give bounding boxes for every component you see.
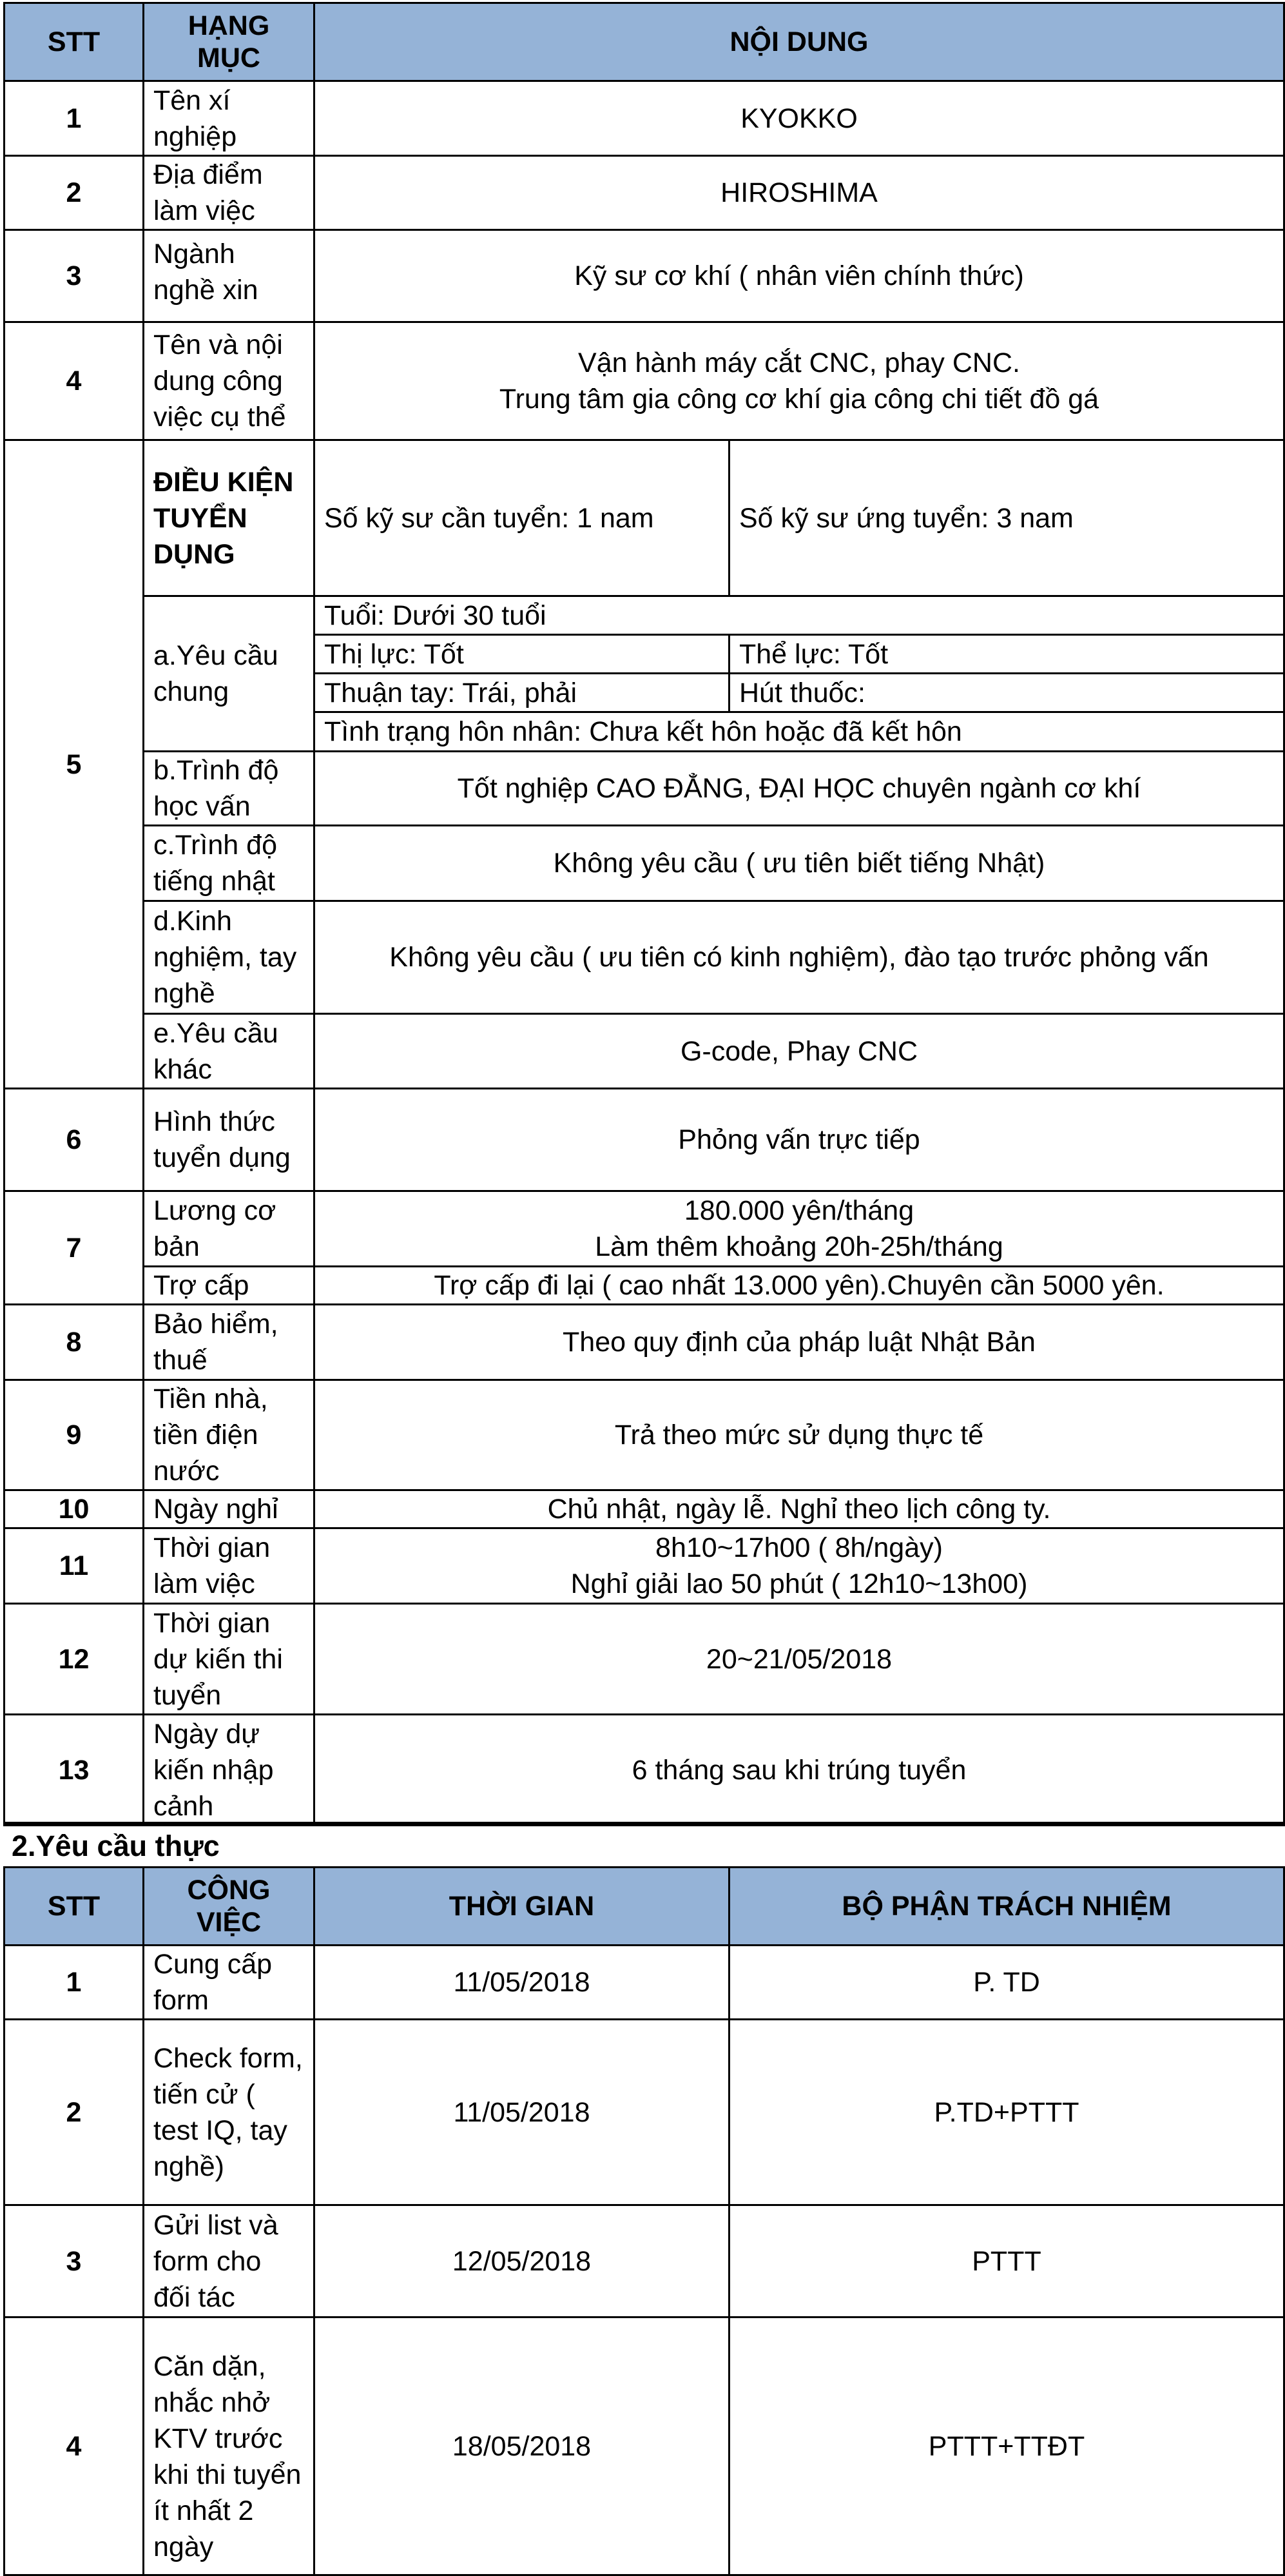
- row-label: Ngành nghề xin: [144, 230, 314, 322]
- row-label: Bảo hiểm, thuế: [144, 1305, 314, 1380]
- recruitment-conditions-label: ĐIỀU KIỆN TUYỂN DỤNG: [144, 440, 314, 596]
- smoking-requirement: Hút thuốc:: [729, 674, 1284, 712]
- row-number: 1: [5, 81, 144, 156]
- overtime-line: Làm thêm khoảng 20h-25h/tháng: [595, 1231, 1003, 1262]
- row-number: 12: [5, 1604, 144, 1715]
- visa-occupation: Kỹ sư cơ khí ( nhân viên chính thức): [314, 230, 1284, 322]
- row-number: 10: [5, 1490, 144, 1528]
- row-number: 8: [5, 1305, 144, 1380]
- table-row: [5, 156, 1284, 230]
- task: Check form, tiến cử ( test IQ, tay nghề): [144, 2020, 314, 2205]
- row-number: 5: [5, 440, 144, 1089]
- task: Căn dặn, nhắc nhở KTV trước khi thi tuyển ít nhất 2 ngày: [144, 2317, 314, 2575]
- table-row: [5, 2020, 1284, 2205]
- break-time-line: Nghỉ giải lao 50 phút ( 12h10~13h00): [570, 1568, 1028, 1599]
- section-title: 2.Yêu cầu thực: [12, 1830, 220, 1862]
- row-number: 3: [5, 2205, 144, 2317]
- row-label: Thời gian làm việc: [144, 1528, 314, 1604]
- handedness-requirement: Thuận tay: Trái, phải: [314, 674, 729, 712]
- allowance-label: Trợ cấp: [144, 1267, 314, 1305]
- row-number: 4: [5, 2317, 144, 2575]
- table-row: [5, 752, 1284, 826]
- job-description: [314, 322, 1284, 440]
- row-number: 2: [5, 2020, 144, 2205]
- task: Gửi list và form cho đối tác: [144, 2205, 314, 2317]
- task-date: 11/05/2018: [314, 1946, 729, 2020]
- table-row: [5, 322, 1284, 440]
- marital-status-requirement: Tình trạng hôn nhân: Chưa kết hôn hoặc đã kết hôn: [314, 712, 1284, 752]
- recruitment-info-table: [3, 2, 1285, 1826]
- base-salary-line: 180.000 yên/tháng: [684, 1195, 914, 1226]
- other-requirements-label: e.Yêu cầu khác: [144, 1014, 314, 1089]
- table-row: [5, 230, 1284, 322]
- experience-label: d.Kinh nghiệm, tay nghề: [144, 901, 314, 1014]
- schedule-table: [3, 1866, 1285, 2576]
- header-stt: STT: [5, 1868, 144, 1946]
- base-salary: [314, 1191, 1284, 1267]
- header-hang-muc: HẠNG MỤC: [144, 3, 314, 81]
- responsible-dept: P.TD+PTTT: [729, 2020, 1284, 2205]
- table-row: [5, 1604, 1284, 1715]
- insurance-tax: Theo quy định của pháp luật Nhật Bản: [314, 1305, 1284, 1380]
- row-number: 1: [5, 1946, 144, 2020]
- working-hours-line: 8h10~17h00 ( 8h/ngày): [655, 1532, 943, 1563]
- header-thoi-gian: THỜI GIAN: [314, 1868, 729, 1946]
- exam-date: 20~21/05/2018: [314, 1604, 1284, 1715]
- table-row: [5, 596, 1284, 635]
- table-row: [5, 1191, 1284, 1267]
- entry-date: 6 tháng sau khi trúng tuyển: [314, 1715, 1284, 1826]
- experience-requirement: Không yêu cầu ( ưu tiên có kinh nghiệm), đào tạo trước phỏng vấn: [314, 901, 1284, 1014]
- table-row: [5, 1305, 1284, 1380]
- education-requirement: Tốt nghiệp CAO ĐẲNG, ĐẠI HỌC chuyên ngành cơ khí: [314, 752, 1284, 826]
- responsible-dept: P. TD: [729, 1946, 1284, 2020]
- general-requirements-label: a.Yêu cầu chung: [144, 596, 314, 752]
- japanese-level-label: c.Trình độ tiếng nhật: [144, 826, 314, 901]
- row-label: Địa điểm làm việc: [144, 156, 314, 230]
- japanese-level-requirement: Không yêu cầu ( ưu tiên biết tiếng Nhật): [314, 826, 1284, 901]
- header-stt: STT: [5, 3, 144, 81]
- engineers-applying: Số kỹ sư ứng tuyển: 3 nam: [729, 440, 1284, 596]
- days-off: Chủ nhật, ngày lễ. Nghỉ theo lịch công ty.: [314, 1490, 1284, 1528]
- allowance: Trợ cấp đi lại ( cao nhất 13.000 yên).Chuyên cần 5000 yên.: [314, 1267, 1284, 1305]
- work-location: HIROSHIMA: [314, 156, 1284, 230]
- table-row: [5, 1528, 1284, 1604]
- education-label: b.Trình độ học vấn: [144, 752, 314, 826]
- table-header-row: [5, 1868, 1284, 1946]
- physical-requirement: Thể lực: Tốt: [729, 635, 1284, 674]
- row-number: 3: [5, 230, 144, 322]
- header-noi-dung: NỘI DUNG: [314, 3, 1284, 81]
- table-row: [5, 2317, 1284, 2575]
- row-number: 13: [5, 1715, 144, 1826]
- row-label: Ngày dự kiến nhập cảnh: [144, 1715, 314, 1826]
- table-row: [5, 1267, 1284, 1305]
- row-number: 11: [5, 1528, 144, 1604]
- responsible-dept: PTTT: [729, 2205, 1284, 2317]
- job-description-line: Vận hành máy cắt CNC, phay CNC.: [578, 347, 1020, 378]
- row-label: Ngày nghỉ: [144, 1490, 314, 1528]
- header-cong-viec: CÔNG VIỆC: [144, 1868, 314, 1946]
- table-row: [5, 826, 1284, 901]
- recruitment-method: Phỏng vấn trực tiếp: [314, 1089, 1284, 1191]
- task-date: 12/05/2018: [314, 2205, 729, 2317]
- row-number: 2: [5, 156, 144, 230]
- task-date: 11/05/2018: [314, 2020, 729, 2205]
- row-label: Tên xí nghiệp: [144, 81, 314, 156]
- table-row: [5, 1380, 1284, 1490]
- responsible-dept: PTTT+TTĐT: [729, 2317, 1284, 2575]
- table-header-row: [5, 3, 1284, 81]
- table-row: [5, 2205, 1284, 2317]
- table-row: [5, 1014, 1284, 1089]
- job-description-line: Trung tâm gia công cơ khí gia công chi tiết đồ gá: [499, 384, 1099, 415]
- table-row: [5, 81, 1284, 156]
- section-divider: [3, 1822, 1283, 1825]
- table-row: [5, 440, 1284, 596]
- table-row: [5, 901, 1284, 1014]
- engineers-needed: Số kỹ sư cần tuyển: 1 nam: [314, 440, 729, 596]
- row-number: 7: [5, 1191, 144, 1305]
- table-row: [5, 1715, 1284, 1826]
- company-name: KYOKKO: [314, 81, 1284, 156]
- eyesight-requirement: Thị lực: Tốt: [314, 635, 729, 674]
- row-number: 9: [5, 1380, 144, 1490]
- working-hours: [314, 1528, 1284, 1604]
- row-number: 6: [5, 1089, 144, 1191]
- table-row: [5, 1089, 1284, 1191]
- age-requirement: Tuổi: Dưới 30 tuổi: [314, 596, 1284, 635]
- task: Cung cấp form: [144, 1946, 314, 2020]
- row-label: Tên và nội dung công việc cụ thể: [144, 322, 314, 440]
- housing-utilities: Trả theo mức sử dụng thực tế: [314, 1380, 1284, 1490]
- table-row: [5, 1946, 1284, 2020]
- row-label: Hình thức tuyển dụng: [144, 1089, 314, 1191]
- row-label: Tiền nhà, tiền điện nước: [144, 1380, 314, 1490]
- table-row: [5, 1490, 1284, 1528]
- row-label: Lương cơ bản: [144, 1191, 314, 1267]
- other-requirements: G-code, Phay CNC: [314, 1014, 1284, 1089]
- row-label: Thời gian dự kiến thi tuyển: [144, 1604, 314, 1715]
- header-bo-phan: BỘ PHẬN TRÁCH NHIỆM: [729, 1868, 1284, 1946]
- task-date: 18/05/2018: [314, 2317, 729, 2575]
- row-number: 4: [5, 322, 144, 440]
